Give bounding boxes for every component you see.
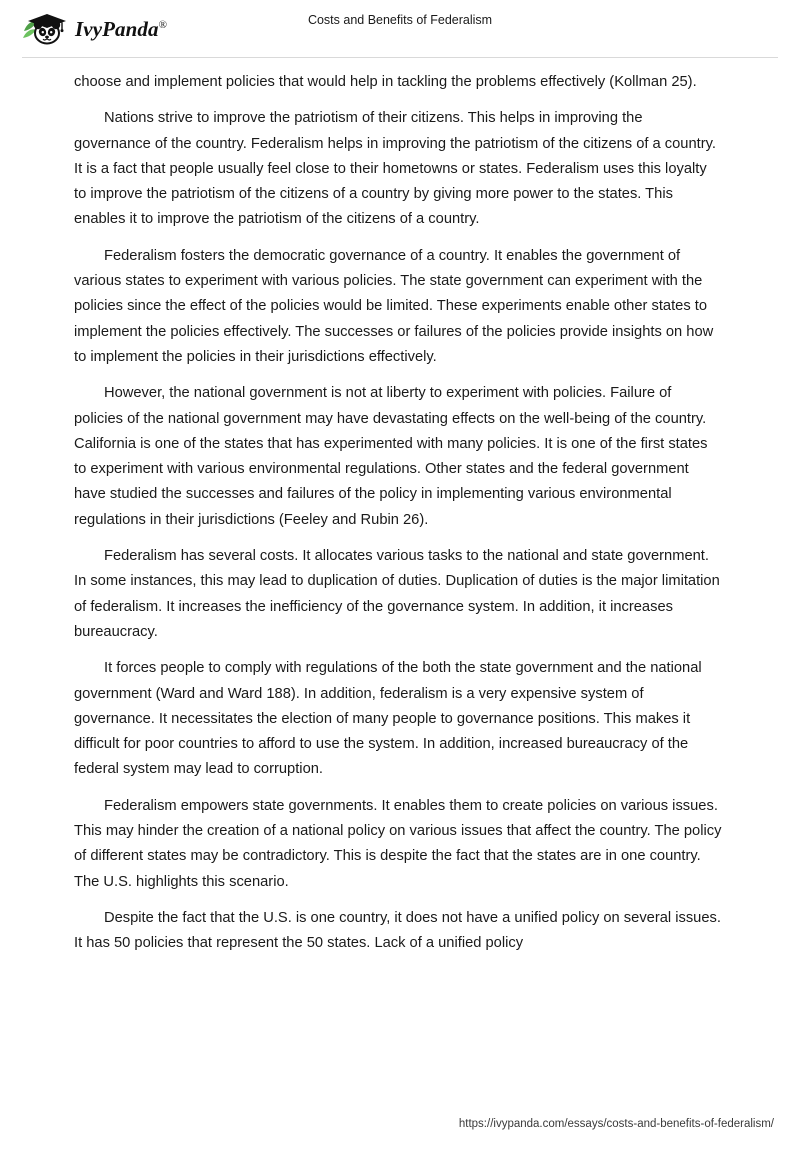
paragraph: However, the national government is not at liberty to experiment with policies. Failure of policies of the national government may have devastating effects on the well-being of the country. California is one of the states that has experimented with many policies. It is one of the first states to experiment with various environmental regulations. Other states and the federal government have studied the successes and failures of the policy in implementing various environmental regulations in their jurisdictions (Feeley and Rubin 26). bbox=[74, 385, 708, 528]
paragraph: Nations strive to improve the patriotism of their citizens. This helps in improving the governance of the country. Federalism helps in improving the patriotism of the citizens of a country. It is a fact that people usually feel close to their hometowns or states. Federalism uses this loyalty to improve the patriotism of the citizens of a country by giving more power to the states. This enables it to improve the patriotism of the citizens of a country. bbox=[74, 110, 716, 228]
paragraph: Federalism fosters the democratic governance of a country. It enables the government of various states to experiment with various policies. The state government can experiment with the policies since the effect of the policies would be limited. These experiments enable other states to implement the policies effectively. The successes or failures of the policies provide insights on how to implement the policies in their jurisdictions effectively. bbox=[74, 247, 714, 365]
page-header bbox=[0, 0, 800, 58]
source-url[interactable]: https://ivypanda.com/essays/costs-and-benefits-of-federalism/ bbox=[458, 1118, 774, 1130]
paragraph: It forces people to comply with regulations of the both the state government and the national government (Ward and Ward 188). In addition, federalism is a very expensive system of governance. It necessitates the election of many people to governance positions. This makes it difficult for poor countries to afford to use the system. In addition, increased bureaucracy of the federal system may lead to corruption. bbox=[74, 660, 702, 778]
paragraph: choose and implement policies that would help in tackling the problems effectively (Kollman 25). bbox=[74, 74, 697, 90]
paragraph: Federalism empowers state governments. It enables them to create policies on various issues. This may hinder the creation of a national policy on various issues that affect the country. The policy of different states may be contradictory. This is despite the fact that the states are in one country. The U.S. highlights this scenario. bbox=[74, 797, 722, 890]
paragraph: Federalism has several costs. It allocates various tasks to the national and state government. In some instances, this may lead to duplication of duties. Duplication of duties is the major limitation of federalism. It increases the inefficiency of the governance system. In addition, it increases bureaucracy. bbox=[74, 548, 720, 640]
header-divider bbox=[22, 57, 778, 58]
paragraph: Despite the fact that the U.S. is one country, it does not have a unified policy on several issues. It has 50 policies that represent the 50 states. Lack of a unified policy bbox=[74, 909, 721, 952]
brand-name-text: IvyPanda bbox=[75, 16, 159, 41]
brand-registered-mark: ® bbox=[158, 18, 168, 31]
page-title: Costs and Benefits of Federalism bbox=[307, 13, 493, 27]
page-footer bbox=[0, 1118, 800, 1138]
document-body bbox=[74, 70, 722, 968]
